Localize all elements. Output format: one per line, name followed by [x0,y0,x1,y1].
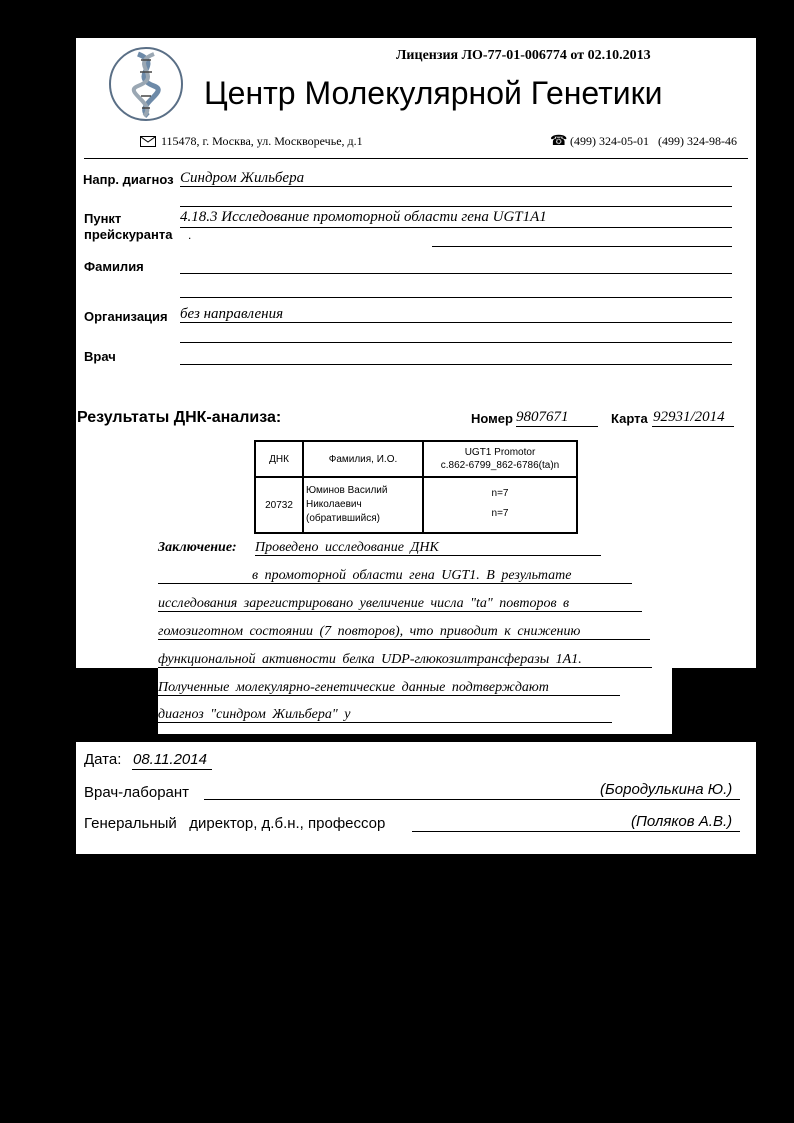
organization-line-2 [180,342,732,343]
conclusion-line-7: диагноз "синдром Жильбера" у [158,707,351,722]
conclusion-underline-5 [158,667,652,668]
conclusion-line-5: функциональной активности белка UDP-глюкозилтрансферазы 1A1. [158,652,582,667]
header-promotor-line-2: c.862-6799_862-6786(ta)n [440,460,560,471]
director-name: (Поляков А.В.) [631,813,733,830]
doctor-line [180,364,732,365]
results-table [254,440,578,534]
header-promotor-line-1: UGT1 Promotor [464,447,536,458]
surname-line-2 [180,297,732,298]
card-line [652,426,734,427]
conclusion-underline-6 [158,695,620,696]
cell-allele-2: n=7 [491,508,509,519]
conclusion-tail-panel [158,668,672,734]
card-value: 92931/2014 [653,409,725,425]
cell-name-line-1: Юминов Василий [306,485,388,496]
license-text: Лицензия ЛО-77-01-006774 от 02.10.2013 [396,48,651,63]
surname-label: Фамилия [84,259,144,274]
number-line [516,426,598,427]
organization-value: без направления [180,306,284,322]
number-value: 9807671 [516,409,569,425]
dna-helix-logo [108,46,184,122]
header-name: Фамилия, И.О. [303,441,423,477]
conclusion-line-4: гомозиготном состоянии (7 повторов), что приводит к снижению [158,624,581,639]
cell-name-line-3: (обратившийся) [306,513,380,524]
date-value: 08.11.2014 [133,751,207,768]
center-name: Центр Молекулярной Генетики [204,75,663,111]
price-item-label-1: Пункт [84,211,122,226]
diagnosis-label: Напр. диагноз [83,172,174,187]
price-item-line [180,227,732,228]
card-label: Карта [611,411,648,426]
organization-label: Организация [84,309,168,324]
cell-name [303,477,423,533]
conclusion-line-2: в промоторной области гена UGT1. В результате [252,568,572,583]
conclusion-underline-1 [255,555,601,556]
header-dna: ДНК [255,441,303,477]
director-label: Генеральный директор, д.б.н., профессор [84,815,386,832]
surname-line [180,273,732,274]
phones-text: (499) 324-05-01 (499) 324-98-46 [570,134,737,148]
conclusion-label: Заключение: [158,540,237,555]
cell-dna: 20732 [255,477,303,533]
lab-doctor-signature-line [204,799,740,800]
mail-icon [140,136,156,147]
conclusion-underline-4 [158,639,650,640]
conclusion-line-3: исследования зарегистрировано увеличение числа "ta" повторов в [158,596,570,611]
header-promotor [423,441,577,477]
price-item-label-2: прейскуранта [84,227,173,242]
header-divider [84,158,748,159]
doctor-label: Врач [84,349,116,364]
cell-name-line-2: Николаевич [306,499,362,510]
cell-allele-1: n=7 [491,488,509,499]
cell-alleles [423,477,577,533]
number-label: Номер [471,411,513,426]
organization-line [180,322,732,323]
diagnosis-line-2 [180,206,732,207]
conclusion-underline-7 [158,722,612,723]
diagnosis-value: Синдром Жильбера [180,170,305,186]
conclusion-line-1: Проведено исследование ДНК [255,540,439,555]
conclusion-underline-3 [158,611,642,612]
phone-icon: ☎ [550,132,568,148]
table-row [255,477,577,533]
price-item-dot: . [188,228,192,242]
date-label: Дата: [84,751,122,768]
address-text: 115478, г. Москва, ул. Москворечье, д.1 [161,134,363,148]
conclusion-underline-2 [158,583,632,584]
price-item-value: 4.18.3 Исследование промоторной области гена UGT1A1 [180,209,547,225]
price-item-line-2 [432,246,732,247]
director-signature-line [412,831,740,832]
lab-doctor-label: Врач-лаборант [84,784,190,801]
conclusion-line-6: Полученные молекулярно-генетические данные подтверждают [158,680,549,695]
diagnosis-line [180,186,732,187]
lab-doctor-name: (Бородулькина Ю.) [600,781,733,798]
date-line [132,769,212,770]
table-header-row [255,441,577,477]
results-title: Результаты ДНК-анализа: [77,409,282,426]
